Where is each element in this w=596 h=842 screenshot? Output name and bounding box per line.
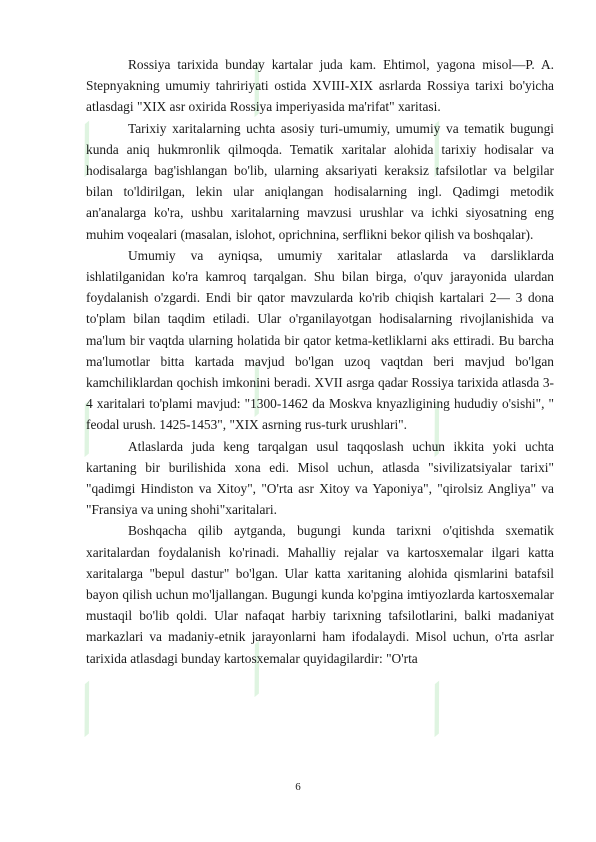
watermark-mark: ⟋ bbox=[54, 115, 122, 185]
body-text bbox=[86, 54, 554, 669]
watermark-mark: ⟋ bbox=[404, 115, 472, 185]
paragraph: Tarixiy xaritalarning uchta asosiy turi-umumiy, umumiy va tematik bugungi kunda aniq hukmronlik qilmoqda. Tematik xaritalar alohida tarixiy hodisalar va hodisalarga bag'ishlangan bo'lib, ularning aksariyati keraksiz tafsilotlar va belgilar bilan to'ldirilgan, lekin ular aniqlangan hodisalarning ingl. Qadimgi metodik an'analarga ko'ra, ushbu xaritalarning mavzusi urushlar va ichki siyosatning eng muhim voqealari (masalan, islohot, oprichnina, serflikni bekor qilish va boshqalar). bbox=[86, 120, 554, 242]
paragraph: Umumiy va ayniqsa, umumiy xaritalar atlaslarda va darsliklarda ishlatilganidan ko'ra kamroq tarqalgan. Shu bilan birga, o'quv jarayonida ulardan foydalanish o'zgardi. Endi bir qator mavzularda ko'rib chiqish kartalari 2— 3 dona to'plam bilan taqdim etiladi. Ular o'rganilayotgan hodisalarning rivojlanishida va ma'lum bir vaqtda ularning holatida bir qator ketma-ketliklarni aks ettiradi. Bu barcha ma'lumotlar bitta kartada mavjud bo'lgan uzoq vaqtdan beri mavjud bo'lgan kamchiliklardan qochish imkonini beradi. XVII asrga qadar Rossiya tarixida atlasda 3-4 xaritalari to'plami mavjud: "1300-1462 da Moskva knyazligining hududiy o'sishi", " feodal urush. 1425-1453", "XIX asrning rus-turk urushlari". bbox=[86, 247, 554, 433]
watermark-mark: ⟋ bbox=[224, 55, 292, 125]
watermark-mark: ⟋ bbox=[54, 675, 122, 745]
watermark-mark: ⟋ bbox=[224, 355, 292, 425]
paragraph: Rossiya tarixida bunday kartalar juda kam. Ehtimol, yagona misol—P. A. Stepnyakning umumiy tahririyati ostida XVIII-XIX asrlarda Rossiya tarixi bo'yicha atlasdagi "XIX asr oxirida Rossiya imperiyasida ma'rifat" xaritasi. bbox=[86, 57, 554, 115]
watermark-mark: ⟋ bbox=[54, 395, 122, 465]
watermark-mark: ⟋ bbox=[404, 395, 472, 465]
paragraph: Atlaslarda juda keng tarqalgan usul taqqoslash uchun ikkita yoki uchta kartaning bir burilishida xona edi. Misol uchun, atlasda "sivilizatsiyalar tarixi" "qadimgi Hindiston va Xitoy", "O'rta asr Xitoy va Yaponiya", "qirolsiz Angliya" va "Fransiya va uning shohi"xaritalari. bbox=[86, 438, 554, 518]
watermark-mark: ⟋ bbox=[404, 675, 472, 745]
page-number: 6 bbox=[295, 781, 301, 793]
paragraph: Boshqacha qilib aytganda, bugungi kunda tarixni o'qitishda sxematik xaritalardan foydalanish ko'rinadi. Mahalliy rejalar va kartosxemalar ilgari katta xaritalarga "bepul dastur" bo'lgan. Ular katta xaritaning alohida qismlarini batafsil bayon qilish uchun mo'ljallangan. Bugungi kunda ko'pgina imtiyozlarda kartosxemalar mustaqil bo'lib qoldi. Ular nafaqat harbiy tarixning tafsilotlarini, balki madaniyat markazlari va madaniy-etnik jarayonlarni ham ifodalaydi. Misol uchun, o'rta asrlar tarixida atlasdagi bunday kartosxemalar quyidagilardir: "O'rta bbox=[86, 523, 554, 666]
watermark-mark: ⟋ bbox=[224, 635, 292, 705]
